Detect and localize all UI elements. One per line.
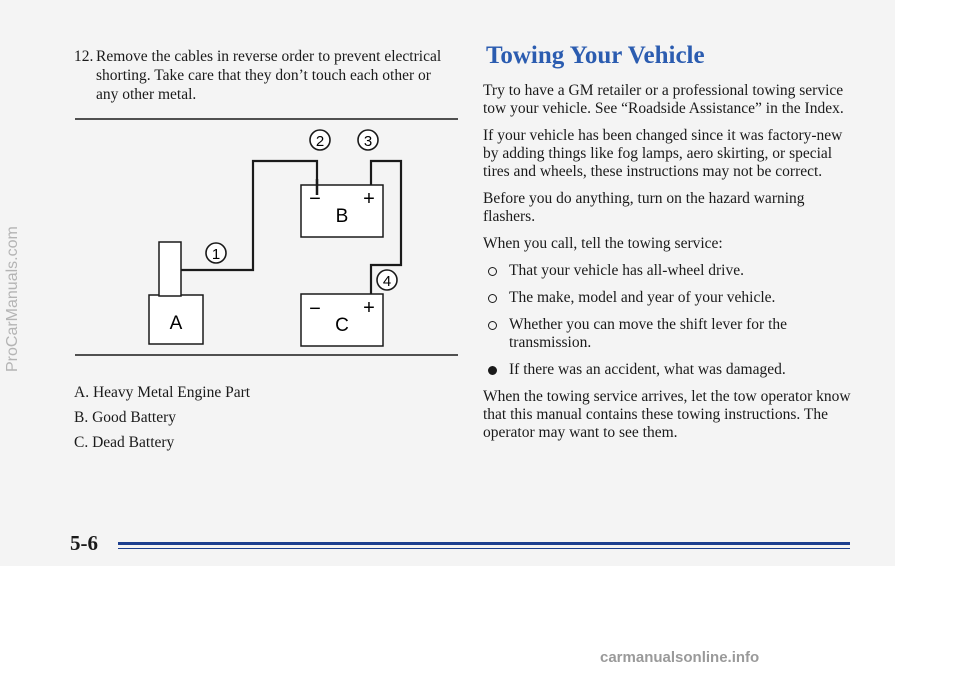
- callout-1: [206, 243, 226, 263]
- step-text: Remove the cables in reverse order to prevent electrical shorting. Take care that they don’t touch each other or any other metal.: [96, 48, 442, 103]
- jump-start-diagram: [75, 118, 458, 358]
- diagram-legend: [74, 382, 250, 457]
- legend-item-b: B. Good Battery: [74, 409, 177, 426]
- good-battery-negative: −: [309, 188, 321, 210]
- bullet-item: [483, 262, 853, 280]
- legend-item-a: A. Heavy Metal Engine Part: [74, 384, 251, 401]
- part-c-label: C: [335, 315, 349, 336]
- legend-item-c: C. Dead Battery: [74, 434, 175, 451]
- svg-text:1: 1: [211, 246, 221, 263]
- svg-text:2: 2: [315, 133, 325, 150]
- footer-watermark: carmanualsonline.info: [600, 649, 760, 666]
- part-a-label: A: [169, 313, 183, 334]
- side-watermark: ProCarManuals.com: [4, 226, 21, 372]
- page-footer: [70, 531, 850, 561]
- paragraph-3: Before you do anything, turn on the hazard warning flashers.: [483, 190, 805, 225]
- paragraph-4: When you call, tell the towing service:: [483, 235, 723, 252]
- section-title: Towing Your Vehicle: [486, 42, 705, 69]
- bullet-item: [483, 361, 853, 379]
- bullet-item: [483, 289, 853, 307]
- engine-part-stud: [159, 242, 181, 296]
- towing-section-body: [483, 82, 853, 451]
- paragraph-2: If your vehicle has been changed since it was factory-new by adding things like fog lamps, aero skirting, or special tires and wheels, these instructions may not be correct.: [483, 127, 843, 180]
- bullet-text: The make, model and year of your vehicle.: [509, 289, 776, 306]
- bullet-ring-icon: [488, 321, 497, 330]
- paragraph-1: Try to have a GM retailer or a professional towing service tow your vehicle. See “Roadside Assistance” in the Index.: [483, 82, 844, 117]
- closing-paragraph: When the towing service arrives, let the tow operator know that this manual contains these towing instructions. The operator may want to see them.: [483, 388, 851, 441]
- bullet-ring-icon: [488, 294, 497, 303]
- callout-3: [358, 130, 378, 150]
- dead-battery-negative: −: [309, 298, 321, 320]
- footer-rule: [118, 542, 850, 545]
- page-number: 5-6: [70, 531, 98, 555]
- footer-rule-thin: [118, 548, 850, 549]
- dead-battery-positive: +: [363, 297, 375, 319]
- svg-text:3: 3: [363, 133, 373, 150]
- callout-2: [310, 130, 330, 150]
- cable-negative: [181, 161, 317, 270]
- cable-diagram: [75, 118, 458, 358]
- part-b-label: B: [335, 206, 349, 227]
- step-12: [74, 47, 446, 104]
- svg-text:4: 4: [382, 273, 392, 290]
- bullet-text: That your vehicle has all-wheel drive.: [509, 262, 744, 279]
- bullet-text: If there was an accident, what was damaged.: [509, 361, 786, 378]
- bullet-item: [483, 316, 853, 352]
- good-battery-positive: +: [363, 188, 375, 210]
- bullet-ring-icon: [488, 267, 497, 276]
- bullet-text: Whether you can move the shift lever for the transmission.: [509, 316, 788, 351]
- callout-4: [377, 270, 397, 290]
- step-number: 12.: [74, 48, 94, 65]
- bullet-dot-icon: [488, 366, 497, 375]
